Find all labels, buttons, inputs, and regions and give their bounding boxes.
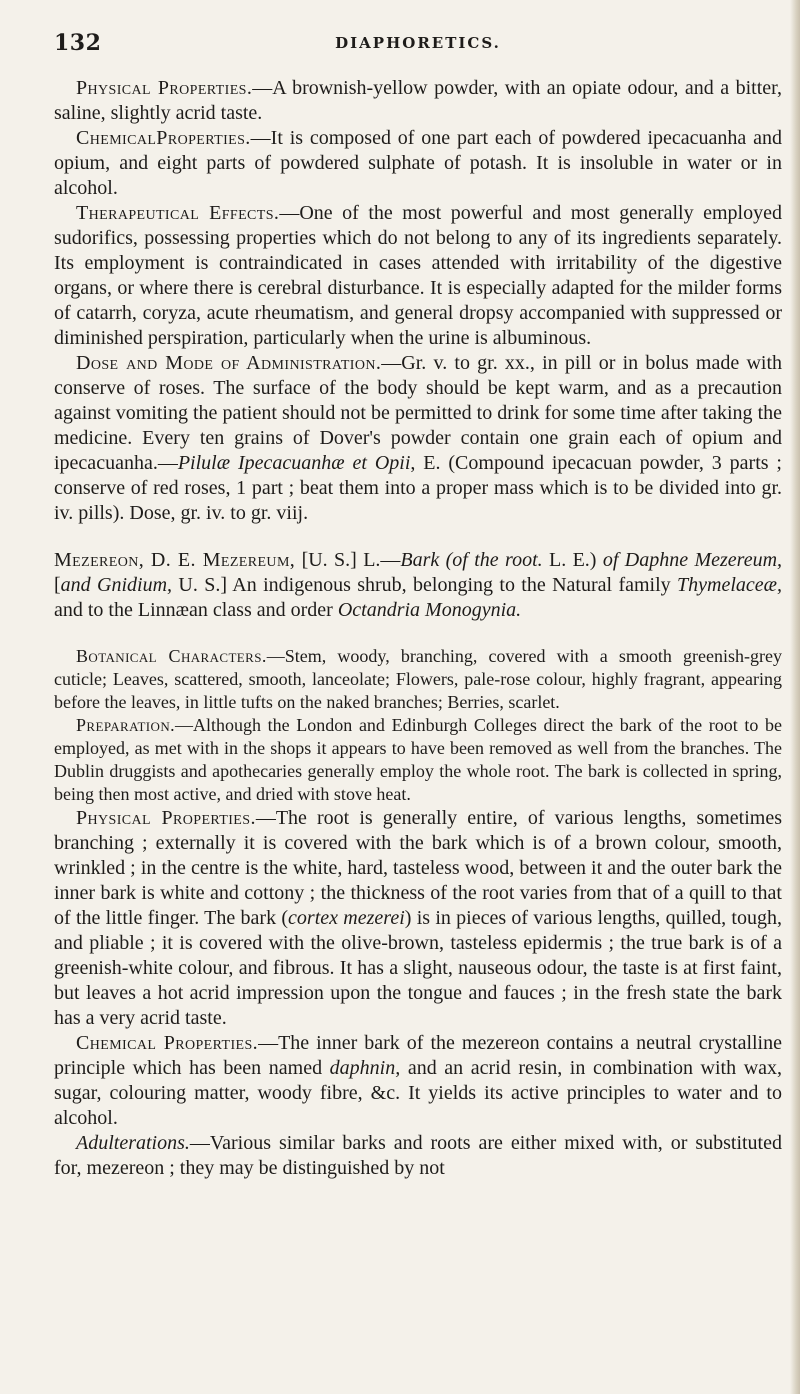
text-mezereon-physical-2: ) is in pieces of various lengths, quilled, tough, and pliable ; it is covered with the olive-brown, tasteless epidermis ; the true bark is of a greenish-white colour, and fibrous. It has a slight, nauseous odour, the taste is at first faint, but leaves a hot acrid impression upon the tongue and fauces ; in the fresh state the bark has a very acrid taste. xyxy=(54,907,782,1029)
latin-cortex-mezerei: cortex mezerei xyxy=(288,907,405,929)
entry-ref-2: L. E.) xyxy=(542,549,603,571)
entry-ref-3: U. S.] An indigenous shrub, belonging to the Natural family xyxy=(172,574,678,596)
paragraph-preparation xyxy=(54,714,782,806)
principle-daphnin: daphnin, xyxy=(329,1057,401,1079)
text-preparation: —Although the London and Edinburgh Colleges direct the bark of the root to be employed, as met with in the shops it appears to have been removed as well from the branches. The Dublin druggists and apothecaries generally employ the whole root. The bark is collected in spring, being then most active, and dried with stove heat. xyxy=(54,715,782,804)
text-dover-dose-2: , E. (Compound ipecacuan powder, 3 parts ; conserve of red roses, 1 part ; beat them into a proper mass which is to be divided into gr. iv. pills). Dose, gr. iv. to gr. viij. xyxy=(54,452,782,524)
entry-bracket: [ xyxy=(54,574,61,596)
paragraph-dover-chemical xyxy=(54,126,782,201)
entry-title-mezereon: Mezereon, D. E. Mezereum, xyxy=(54,549,296,571)
entry-bark: Bark (of the root. xyxy=(400,549,543,571)
page-header xyxy=(54,30,782,62)
heading-mezereon-physical: Physical Properties. xyxy=(76,807,256,829)
entry-ref-1: [U. S.] L.— xyxy=(295,549,401,571)
page-number: 132 xyxy=(54,30,102,56)
running-title: DIAPHORETICS. xyxy=(335,34,501,52)
heading-therapeutical-effects: Therapeutical Effects. xyxy=(76,202,280,224)
text-dover-physical: —A brownish-yellow powder, with an opiate odour, and a bitter, saline, slightly acrid taste. xyxy=(54,77,783,124)
entry-order: Octandria Monogynia. xyxy=(337,599,522,621)
heading-adulterations: Adulterations. xyxy=(76,1132,190,1154)
text-botanical: —Stem, woody, branching, covered with a smooth greenish-grey cuticle; Leaves, scattered, smooth, lanceolate; Flowers, pale-rose colour, highly fragrant, appearing before the leaves, in little tufts on the naked branches; Berries, scarlet. xyxy=(54,646,782,712)
entry-gnidium: and Gnidium, xyxy=(60,574,173,596)
text-mezereon-physical-1: —The root is generally entire, of various lengths, sometimes branching ; externally it is covered with the bark which is of a brown colour, smooth, wrinkled ; in the centre is the white, hard, tasteless wood, between it and the outer bark the inner bark is white and cottony ; the thickness of the root varies from that of a quill to that of the little finger. The bark ( xyxy=(54,807,782,929)
page-spine-shadow xyxy=(790,0,800,1394)
text-dover-dose-1: —Gr. v. to gr. xx., in pill or in bolus made with conserve of roses. The surface of the body should be kept warm, and as a precaution against vomiting the patient should not be permitted to drink for some time after taking the medicine. Every ten grains of Dover's powder contain one grain each of opium and ipecacuanha.— xyxy=(54,352,782,474)
latin-pilulae: Pilulæ Ipecacuanhæ et Opii xyxy=(177,452,411,474)
heading-dose-administration: Dose and Mode of Administration. xyxy=(76,352,382,374)
paragraph-botanical xyxy=(54,645,782,714)
entry-daphne: of Daphne Mezereum, xyxy=(602,549,783,571)
paragraph-mezereon-physical xyxy=(54,806,782,1031)
paragraph-dover-therapeutical xyxy=(54,201,782,351)
heading-mezereon-chemical: Chemical Properties. xyxy=(76,1032,259,1054)
mezereon-small-print xyxy=(54,645,782,806)
entry-mezereon xyxy=(54,548,782,623)
paragraph-adulterations xyxy=(54,1131,782,1181)
paragraph-dover-physical xyxy=(54,76,782,126)
heading-botanical-characters: Botanical Characters. xyxy=(76,646,267,666)
heading-physical-properties: Physical Properties. xyxy=(76,77,253,99)
body-text xyxy=(54,76,782,1181)
paragraph-dover-dose xyxy=(54,351,782,526)
text-dover-therapeutical: —One of the most powerful and most generally employed sudorifics, possessing properties which do not belong to any of its ingredients separately. Its employment is contraindicated in cases attended with irritability of the digestive organs, or where there is cerebral disturbance. It is especially adapted for the milder forms of catarrh, coryza, acute rheumatism, and general dropsy accompanied with suppressed or diminished perspiration, particularly when the urine is albuminous. xyxy=(54,202,782,349)
entry-family: Thymelaceæ, xyxy=(677,574,782,596)
text-mezereon-chemical-1: —The inner bark of the mezereon contains a neutral crystalline principle which has been named xyxy=(54,1032,782,1079)
text-adulterations: —Various similar barks and roots are either mixed with, or substituted for, mezereon ; they may be distinguished by not xyxy=(54,1132,782,1179)
text-dover-chemical: —It is composed of one part each of powdered ipecacuanha and opium, and eight parts of powdered sulphate of potash. It is insoluble in water or in alcohol. xyxy=(54,127,782,199)
heading-preparation: Preparation. xyxy=(76,715,176,735)
paragraph-mezereon-chemical xyxy=(54,1031,782,1131)
entry-ref-4: and to the Linnæan class and order xyxy=(54,599,338,621)
heading-chemical-properties: ChemicalProperties. xyxy=(76,127,251,149)
text-mezereon-chemical-2: and an acrid resin, in combination with wax, sugar, colouring matter, woody fibre, &c. It yields its active principles to water and to alcohol. xyxy=(54,1057,783,1129)
